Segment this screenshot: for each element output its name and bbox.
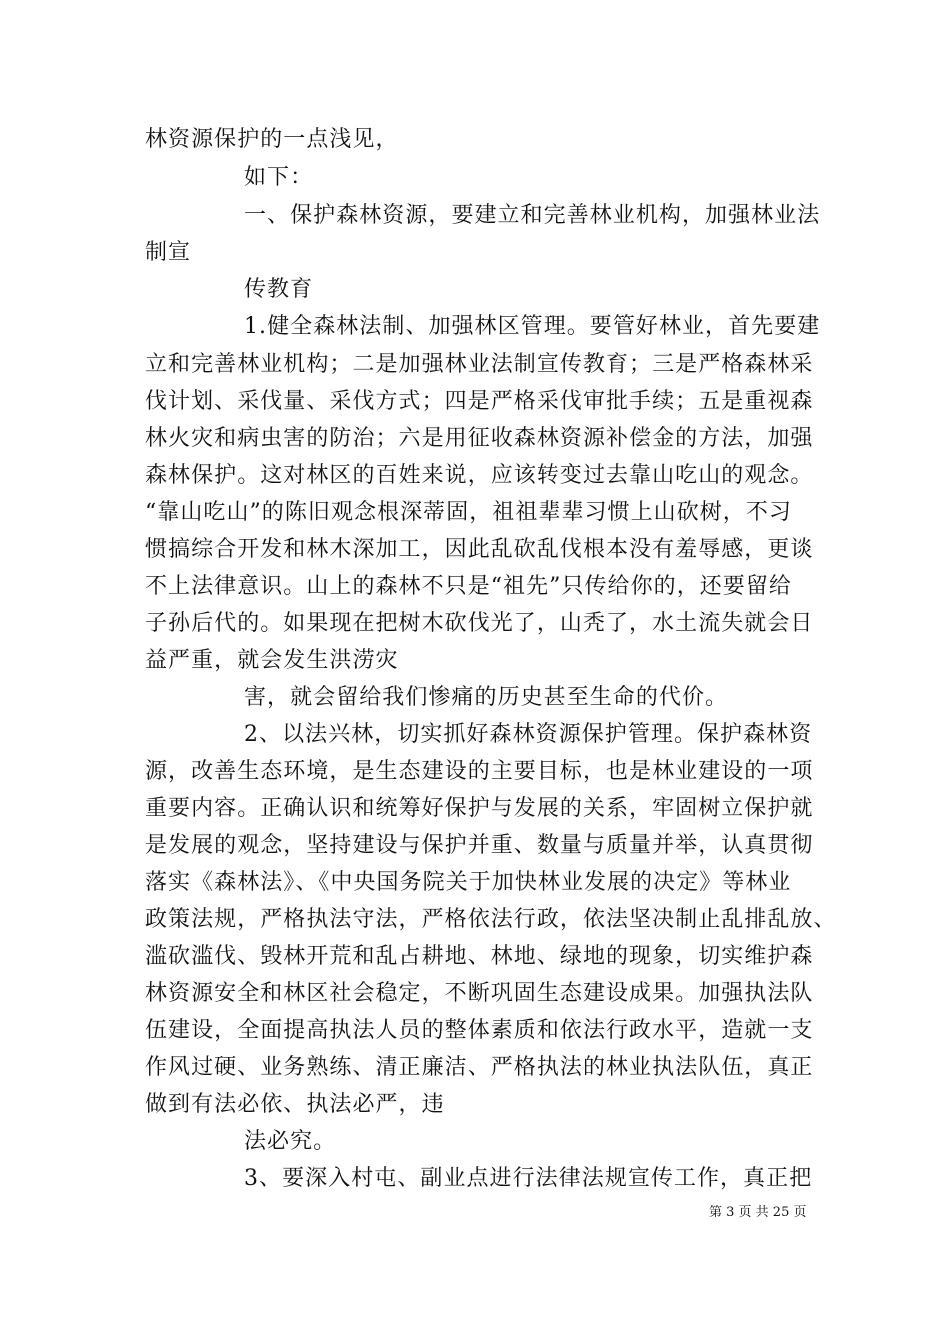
text-line: 重要内容。正确认识和统筹好保护与发展的关系，牢固树立保护就 [145,796,814,821]
text-line: 如下： [244,165,314,190]
text-line: 一、保护森林资源，要建立和完善林业机构，加强林业法 [244,203,821,228]
text-line: 是发展的观念，坚持建设与保护并重、数量与质量并举，认真贯彻 [145,833,814,858]
text-line: 2、以法兴林，切实抓好森林资源保护管理。保护森林资 [244,722,813,747]
text-line: 作风过硬、业务熟练、清正廉洁、严格执法的林业执法队伍，真正 [145,1055,814,1080]
text-line: “靠山吃山”的陈旧观念根深蒂固，祖祖辈辈习惯上山砍树，不习 [145,500,792,525]
page-number-footer: 第 3 页 共 25 页 [709,1205,807,1220]
text-line: 害，就会留给我们惨痛的历史甚至生命的代价。 [244,685,729,710]
text-line: 林火灾和病虫害的防治；六是用征收森林资源补偿金的方法，加强 [145,426,814,451]
text-line: 1.健全森林法制、加强林区管理。要管好林业，首先要建 [244,314,821,339]
text-line: 做到有法必依、执法必严，违 [145,1092,445,1117]
text-line: 法必究。 [244,1129,337,1154]
text-line: 伐计划、采伐量、采伐方式；四是严格采伐审批手续；五是重视森 [145,389,814,414]
text-line: 制宣 [145,240,192,265]
text-line: 子孙后代的。如果现在把树木砍伐光了，山秃了，水土流失就会日 [145,611,814,636]
text-line: 3、要深入村屯、副业点进行法律法规宣传工作，真正把 [244,1166,813,1191]
text-line: 不上法律意识。山上的森林不只是“祖先”只传给你的，还要留给 [145,574,792,599]
text-line: 林资源保护的一点浅见， [145,127,399,152]
text-line: 滥砍滥伐、毁林开荒和乱占耕地、林地、绿地的现象，切实维护森 [145,944,814,969]
text-line: 落实《森林法》、《中央国务院关于加快林业发展的决定》等林业 [145,870,792,895]
text-line: 森林保护。这对林区的百姓来说，应该转变过去靠山吃山的观念。 [145,463,814,488]
text-line: 惯搞综合开发和林木深加工，因此乱砍乱伐根本没有羞辱感，更谈 [145,537,814,562]
text-line: 伍建设，全面提高执法人员的整体素质和依法行政水平，造就一支 [145,1018,814,1043]
text-line: 政策法规，严格执法守法，严格依法行政，依法坚决制止乱排乱放、 [145,907,837,932]
text-line: 林资源安全和林区社会稳定，不断巩固生态建设成果。加强执法队 [145,981,814,1006]
text-line: 源，改善生态环境，是生态建设的主要目标，也是林业建设的一项 [145,759,814,784]
text-line: 传教育 [244,277,314,302]
text-line: 益严重，就会发生洪涝灾 [145,648,399,673]
text-line: 立和完善林业机构；二是加强林业法制宣传教育；三是严格森林采 [145,352,814,377]
